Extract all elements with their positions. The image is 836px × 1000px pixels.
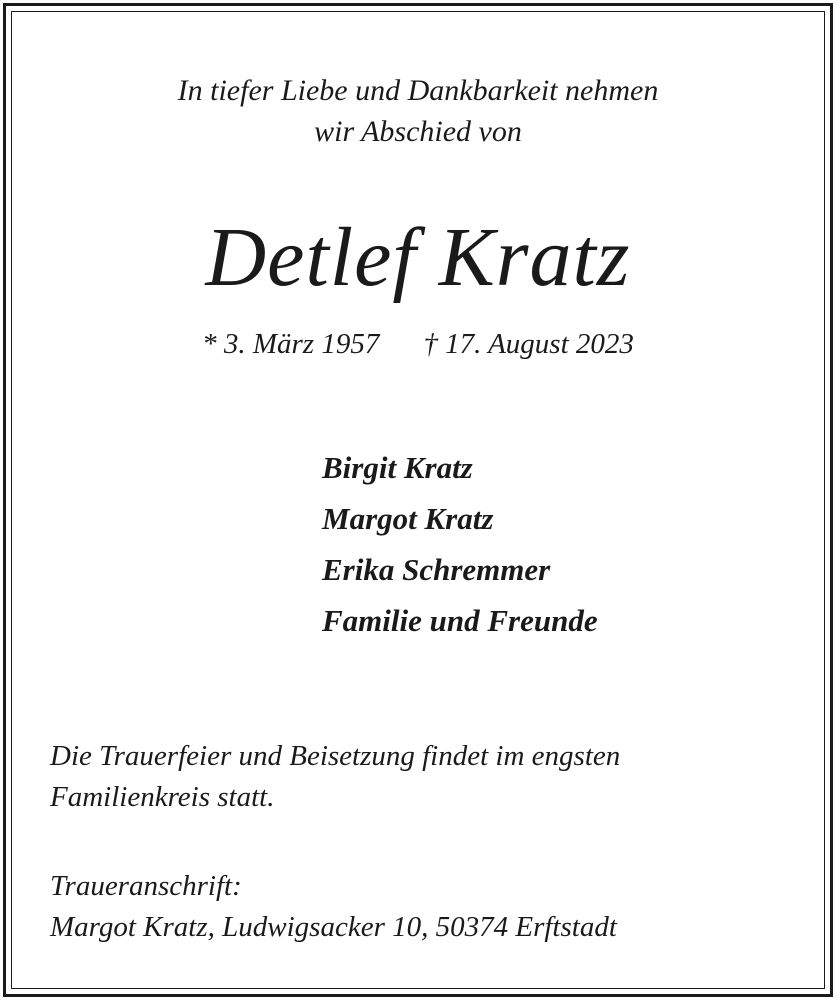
intro-line-1: In tiefer Liebe und Dankbarkeit nehmen bbox=[177, 74, 659, 107]
mourners-list bbox=[322, 442, 598, 646]
intro-text bbox=[0, 70, 836, 152]
address-label: Traueranschrift: bbox=[50, 870, 242, 902]
intro-line-2: wir Abschied von bbox=[314, 115, 522, 148]
mourner-name: Familie und Freunde bbox=[322, 603, 598, 638]
mourning-address bbox=[50, 866, 617, 948]
mourner-name: Margot Kratz bbox=[322, 501, 494, 536]
notice-line-1: Die Trauerfeier und Beisetzung findet im engsten bbox=[50, 740, 621, 772]
mourner-name: Erika Schremmer bbox=[322, 552, 551, 587]
death-date: † 17. August 2023 bbox=[423, 328, 634, 360]
deceased-name: Detlef Kratz bbox=[205, 211, 631, 304]
life-dates bbox=[0, 324, 836, 364]
mourner-name: Birgit Kratz bbox=[322, 450, 473, 485]
address-value: Margot Kratz, Ludwigsacker 10, 50374 Erftstadt bbox=[50, 911, 617, 943]
funeral-notice bbox=[50, 736, 620, 818]
birth-date: * 3. März 1957 bbox=[202, 328, 380, 360]
notice-line-2: Familienkreis statt. bbox=[50, 781, 275, 813]
